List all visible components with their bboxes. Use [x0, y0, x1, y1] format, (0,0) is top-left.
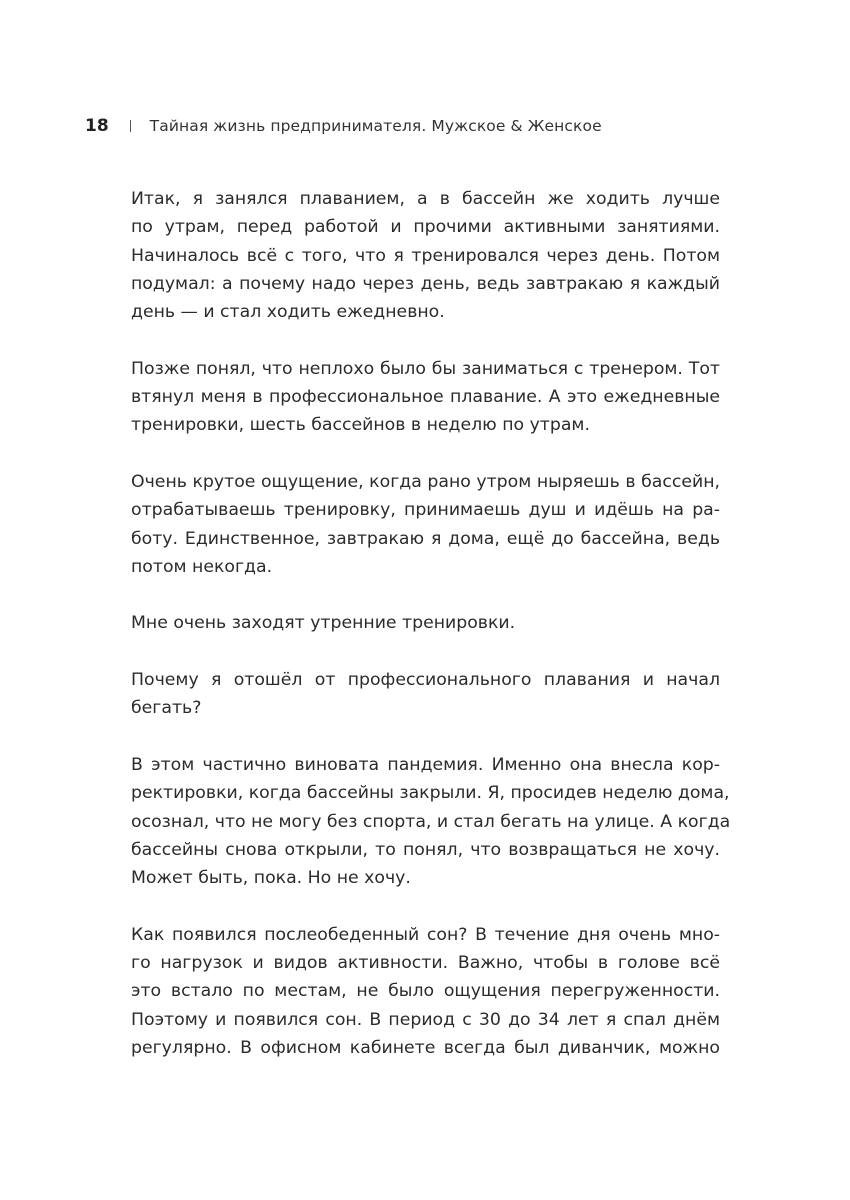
text-line: потом некогда. [131, 556, 273, 577]
text-line: осознал, что не могу без спорта, и стал бегать на улице. А когда [131, 811, 731, 832]
text-line: это встало по местам, не было ощущения перегруженности. [131, 981, 720, 1002]
text-line: бегать? [131, 698, 202, 719]
page-number: 18 [85, 116, 109, 136]
text-line: подумал: а почему надо через день, ведь завтракаю я каждый [131, 273, 720, 294]
paragraph [131, 185, 720, 326]
text-line: Итак, я занялся плаванием, а в бассейн же ходить лучше [131, 189, 720, 209]
paragraph [131, 609, 720, 637]
text-line: бассейны снова открыли, то понял, что возвращаться не хочу. [131, 839, 720, 860]
text-line: регулярно. В офисном кабинете всегда был диванчик, можно [131, 1037, 720, 1058]
text-line: Позже понял, что неплохо было бы заниматься с тренером. Тот [131, 358, 720, 379]
header-divider [130, 120, 131, 132]
text-line: Как появился послеобеденный сон? В течение дня очень мно- [131, 924, 720, 945]
text-line: день — и стал ходить ежедневно. [131, 302, 445, 323]
text-line: отрабатываешь тренировку, принимаешь душ и идёшь на ра- [131, 500, 720, 521]
text-line: боту. Единственное, завтракаю я дома, ещё до бассейна, ведь [131, 528, 720, 549]
paragraph [131, 751, 731, 892]
text-line: го нагрузок и видов активности. Важно, чтобы в голове всё [131, 953, 720, 974]
paragraph [131, 468, 720, 581]
text-line: В этом частично виновата пандемия. Именно она внесла кор- [131, 754, 720, 775]
running-header [85, 116, 602, 136]
text-line: Мне очень заходят утренние тренировки. [131, 613, 516, 634]
text-line: тренировки, шесть бассейнов в неделю по утрам. [131, 415, 590, 436]
text-line: Поэтому и появился сон. В период с 30 до 34 лет я спал днём [131, 1009, 720, 1030]
paragraph [131, 921, 720, 1062]
text-line: по утрам, перед работой и прочими активными занятиями. [131, 217, 720, 238]
body-text [131, 185, 731, 1062]
text-line: втянул меня в профессиональное плавание. А это ежедневные [131, 387, 720, 408]
book-title: Тайная жизнь предпринимателя. Мужское & Женское [149, 117, 602, 135]
text-line: ректировки, когда бассейны закрыли. Я, просидев неделю дома, [131, 783, 730, 804]
text-line: Может быть, пока. Но не хочу. [131, 868, 411, 889]
paragraph [131, 355, 720, 440]
paragraph [131, 666, 720, 723]
text-line: Почему я отошёл от профессионального плавания и начал [131, 670, 720, 691]
text-line: Начиналось всё с того, что я тренировался через день. Потом [131, 245, 720, 266]
text-line: Очень крутое ощущение, когда рано утром ныряешь в бассейн, [131, 471, 720, 492]
